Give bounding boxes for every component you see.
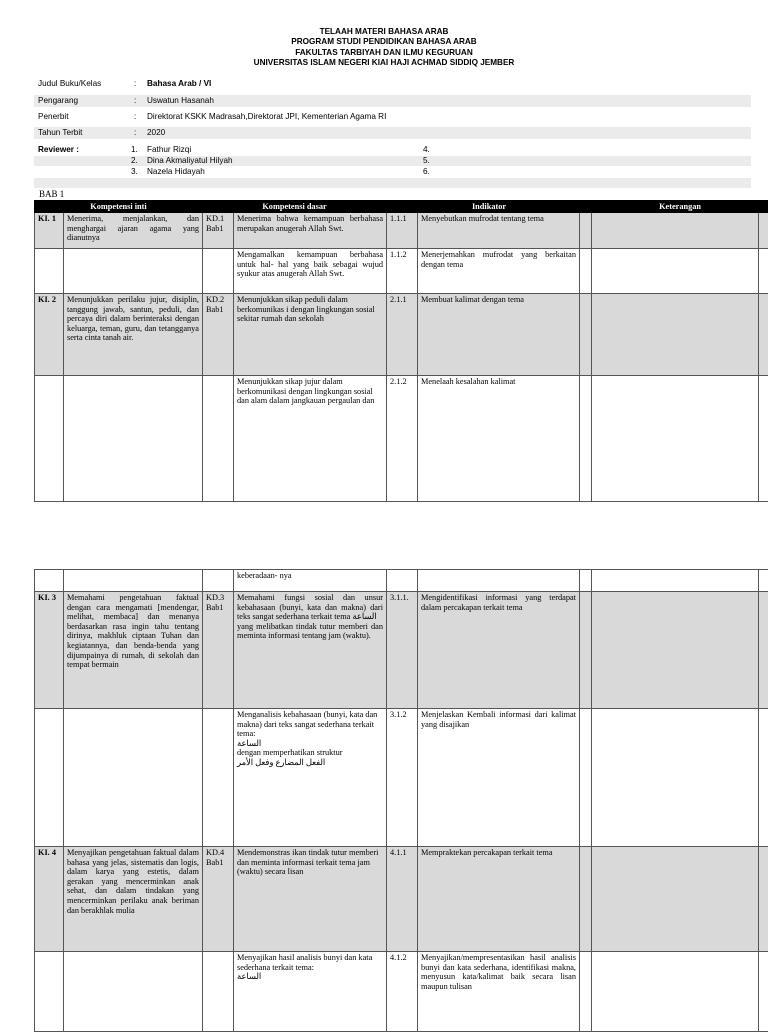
header-indikator: Indikator <box>387 201 592 213</box>
empty-cell <box>759 570 768 592</box>
reviewer-number: 1. <box>131 145 138 155</box>
meta-colon: : <box>134 78 136 90</box>
indicator-number: 4.1.2 <box>387 952 418 1032</box>
empty-cell <box>580 952 592 1032</box>
ki-text <box>64 376 203 502</box>
ki-text: Memahami pengetahuan faktual dengan cara mengamati [mendengar, melihat, membaca] dan menanya berdasarkan rasa ingin tahu tentang dirinya, makhluk ciptaan Tuhan dan kegiatannya, dan benda-benda yang dijumpainya di rumah, di sekolah dan tempat bermain <box>64 592 203 709</box>
indicator-number: 2.1.2 <box>387 376 418 502</box>
ki-text: Menerima, menjalankan, dan menghargai ajaran agama yang dianutnya <box>64 213 203 249</box>
document-header <box>0 27 768 69</box>
ki-code <box>35 570 64 592</box>
reviewer-row <box>34 167 751 177</box>
kd-text: Menyajikan hasil analisis bunyi dan kata sederhana terkait tema: <box>237 953 383 972</box>
indicator-number: 2.1.1 <box>387 294 418 376</box>
kd-text-continued: yang melibatkan tindak tutur memberi dan meminta informasi tentang jam (waktu). <box>237 622 383 641</box>
kd-code <box>203 952 234 1032</box>
kd-text-cell <box>234 709 387 847</box>
meta-label: Judul Buku/Kelas <box>38 78 101 90</box>
meta-label: Tahun Terbit <box>38 127 82 139</box>
indicator-number: 3.1.1. <box>387 592 418 709</box>
keterangan-cell <box>592 847 759 952</box>
table-row <box>35 709 768 847</box>
table-row <box>35 847 768 952</box>
competency-table-continued <box>34 569 768 1032</box>
ki-code <box>35 376 64 502</box>
meta-colon: : <box>134 111 136 123</box>
keterangan-cell <box>592 592 759 709</box>
kd-text: Mendemonstras ikan tindak tutur memberi dan meminta informasi terkait tema jam (waktu) secara lisan <box>234 847 387 952</box>
header-line-3: FAKULTAS TARBIYAH DAN ILMU KEGURUAN <box>0 48 768 58</box>
meta-colon: : <box>134 127 136 139</box>
kd-text-cell <box>234 592 387 709</box>
indicator-text: Mengidentifikasi informasi yang terdapat dalam percakapan terkait tema <box>418 592 580 709</box>
empty-cell <box>580 847 592 952</box>
kd-arabic-term: الساعة <box>237 972 383 982</box>
keterangan-cell <box>592 249 759 294</box>
kd-code <box>203 709 234 847</box>
kd-text: Menganalisis kebahasaan (bunyi, kata dan makna) dari teks sangat sederhana terkait tema: <box>237 710 383 739</box>
ki-code: KI. 1 <box>35 213 64 249</box>
indicator-text: Menelaah kesalahan kalimat <box>418 376 580 502</box>
kd-text: Mengamalkan kemampuan berbahasa untuk hal- hal yang baik sebagai wujud syukur atas anugerah Allah Swt. <box>234 249 387 294</box>
kd-arabic-term: الساعة <box>352 612 376 621</box>
header-line-2: PROGRAM STUDI PENDIDIKAN BAHASA ARAB <box>0 37 768 47</box>
kd-text-continued: dengan memperhatikan struktur <box>237 748 383 758</box>
meta-row-penerbit <box>34 111 751 123</box>
kd-text-cell <box>234 952 387 1032</box>
table-row <box>35 294 768 376</box>
header-kompetensi-inti: Kompetensi inti <box>35 201 203 213</box>
meta-colon: : <box>134 95 136 107</box>
indicator-number <box>387 570 418 592</box>
ki-text <box>64 952 203 1032</box>
ki-code: KI. 3 <box>35 592 64 709</box>
keterangan-cell <box>592 213 759 249</box>
ki-code <box>35 249 64 294</box>
kd-code <box>203 376 234 502</box>
meta-value: Uswatun Hasanah <box>147 95 214 107</box>
indicator-text: Menyebutkan mufrodat tentang tema <box>418 213 580 249</box>
reviewer-number-right: 5. <box>423 156 430 166</box>
table-row <box>35 570 768 592</box>
table-row <box>35 213 768 249</box>
reviewer-row <box>34 156 751 166</box>
kd-code: KD.1 Bab1 <box>203 213 234 249</box>
table-row <box>35 592 768 709</box>
reviewer-row <box>34 145 751 155</box>
kd-code: KD.4 Bab1 <box>203 847 234 952</box>
meta-label: Penerbit <box>38 111 69 123</box>
meta-row-judul <box>34 78 751 90</box>
reviewer-name: Fathur Rizqi <box>147 145 191 155</box>
kd-text: Menunjukkan sikap jujur dalam berkomunikasi dengan lingkungan sosial dan alam dalam jangkauan pergaulan dan <box>234 376 387 502</box>
header-kompetensi-dasar: Kompetensi dasar <box>203 201 387 213</box>
empty-cell <box>580 294 592 376</box>
header-line-4: UNIVERSITAS ISLAM NEGERI KIAI HAJI ACHMAD SIDDIQ JEMBER <box>0 58 768 68</box>
empty-cell <box>759 592 768 709</box>
ki-text: Menunjukkan perilaku jujur, disiplin, tanggung jawab, santun, peduli, dan percaya diri dalam berinteraksi dengan keluarga, teman, guru, dan tetangganya serta cinta tanah air. <box>64 294 203 376</box>
meta-value: Direktorat KSKK Madrasah,Direktorat JPI, Kementerian Agama RI <box>147 111 386 123</box>
meta-value: Bahasa Arab / VI <box>147 78 211 90</box>
ki-text <box>64 709 203 847</box>
empty-cell <box>580 249 592 294</box>
empty-cell <box>759 847 768 952</box>
empty-cell <box>580 709 592 847</box>
indicator-text: Menjelaskan Kembali informasi dari kalimat yang disajikan <box>418 709 580 847</box>
reviewer-number-right: 4. <box>423 145 430 155</box>
meta-label: Pengarang <box>38 95 78 107</box>
table-header-row <box>35 201 768 213</box>
divider-band <box>34 178 751 188</box>
indicator-number: 1.1.2 <box>387 249 418 294</box>
table-row <box>35 952 768 1032</box>
empty-cell <box>580 592 592 709</box>
meta-value: 2020 <box>147 127 165 139</box>
section-title: BAB 1 <box>39 189 64 199</box>
indicator-number: 3.1.2 <box>387 709 418 847</box>
kd-arabic-term: الساعة <box>237 739 383 749</box>
meta-row-pengarang <box>34 95 751 107</box>
kd-arabic-structure: الفعل المضارع وفعل الأمر <box>237 758 383 768</box>
kd-text: Memahami fungsi sosial dan unsur kebahasaan (bunyi, kata dan makna) dari teks sangat sederhana terkait tema <box>237 593 383 621</box>
table-row <box>35 249 768 294</box>
ki-text: Menyajikan pengetahuan faktual dalam bahasa yang jelas, sistematis dan logis, dalam karya yang estetis, dalam gerakan yang mencerminkan anak sehat, dan dalam tindakan yang mencerminkan perilaku anak beriman dan berakhlak mulia <box>64 847 203 952</box>
ki-code: KI. 4 <box>35 847 64 952</box>
indicator-text: Membuat kalimat dengan tema <box>418 294 580 376</box>
indicator-text: Mempraktekan percakapan terkait tema <box>418 847 580 952</box>
empty-cell <box>580 376 592 502</box>
header-keterangan: Keterangan <box>592 201 768 213</box>
keterangan-cell <box>592 376 759 502</box>
empty-cell <box>759 952 768 1032</box>
empty-cell <box>759 213 768 249</box>
reviewer-number-right: 6. <box>423 167 430 177</box>
ki-code: KI. 2 <box>35 294 64 376</box>
indicator-number: 4.1.1 <box>387 847 418 952</box>
ki-text <box>64 570 203 592</box>
kd-code <box>203 249 234 294</box>
indicator-number: 1.1.1 <box>387 213 418 249</box>
ki-code <box>35 952 64 1032</box>
kd-text: Menunjukkan sikap peduli dalam berkomunikas i dengan lingkungan sosial sekitar rumah dan sekolah <box>234 294 387 376</box>
header-line-1: TELAAH MATERI BAHASA ARAB <box>0 27 768 37</box>
empty-cell <box>759 376 768 502</box>
keterangan-cell <box>592 952 759 1032</box>
reviewer-number: 3. <box>131 167 138 177</box>
indicator-text: Menerjemahkan mufrodat yang berkaitan dengan tema <box>418 249 580 294</box>
empty-cell <box>580 213 592 249</box>
empty-cell <box>759 249 768 294</box>
table-row <box>35 376 768 502</box>
ki-code <box>35 709 64 847</box>
meta-row-tahun <box>34 127 751 139</box>
competency-table <box>34 200 768 502</box>
reviewer-name: Dina Akmaliyatul Hilyah <box>147 156 233 166</box>
reviewer-number: 2. <box>131 156 138 166</box>
indicator-text <box>418 570 580 592</box>
ki-text <box>64 249 203 294</box>
kd-code: KD.2 Bab1 <box>203 294 234 376</box>
kd-text: Menerima bahwa kemampuan berbahasa merupakan anugerah Allah Swt. <box>234 213 387 249</box>
keterangan-cell <box>592 709 759 847</box>
reviewer-label: Reviewer : <box>38 145 79 155</box>
empty-cell <box>759 709 768 847</box>
reviewer-name: Nazela Hidayah <box>147 167 205 177</box>
kd-code <box>203 570 234 592</box>
indicator-text: Menyajikan/mempresentasikan hasil analisis bunyi dan kata sederhana, identifikasi makna, menyusun kata/kalimat baik secara lisan maupun tulisan <box>418 952 580 1032</box>
keterangan-cell <box>592 570 759 592</box>
empty-cell <box>759 294 768 376</box>
kd-code: KD.3 Bab1 <box>203 592 234 709</box>
keterangan-cell <box>592 294 759 376</box>
empty-cell <box>580 570 592 592</box>
reviewer-block <box>34 144 751 178</box>
kd-text: keberadaan- nya <box>234 570 387 592</box>
